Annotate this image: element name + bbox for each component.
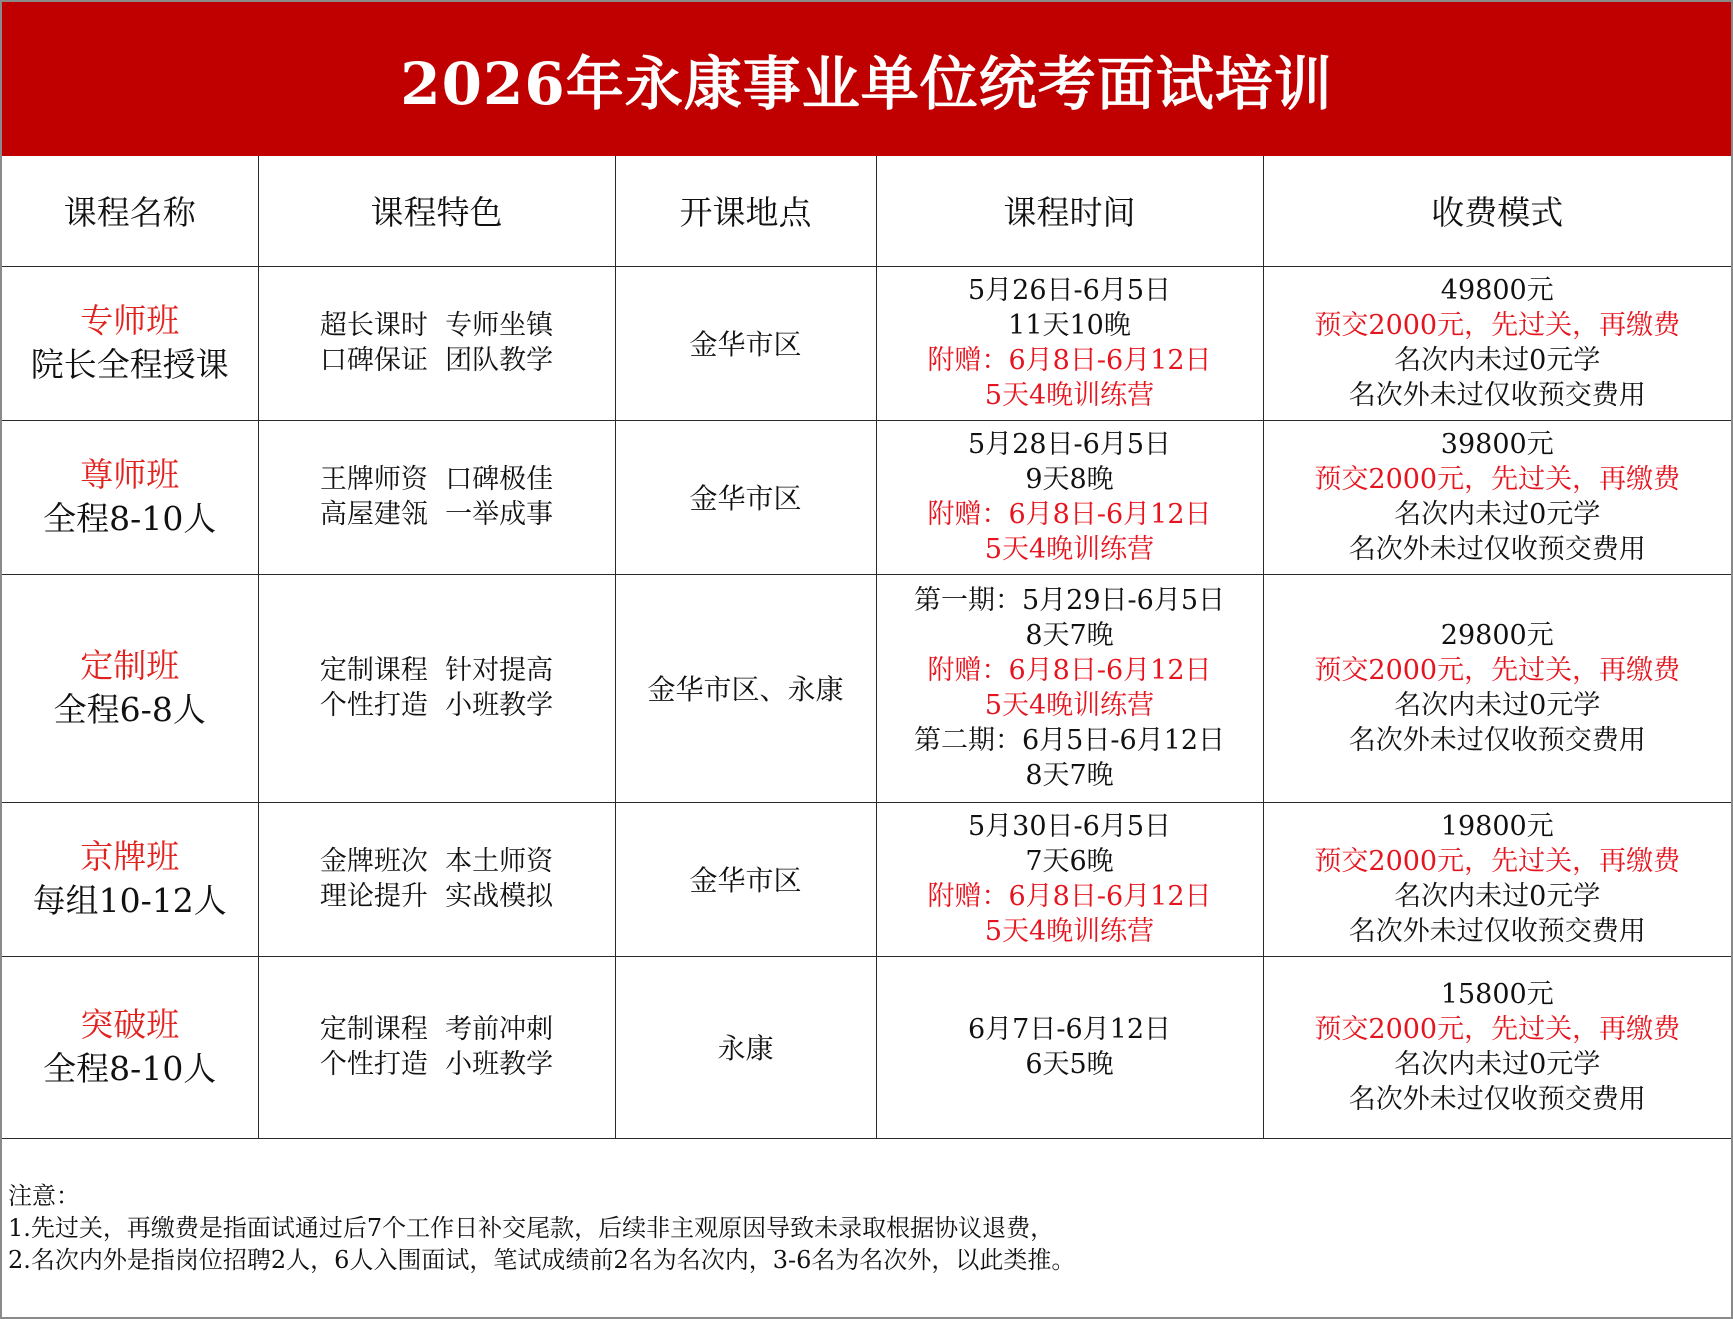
schedule-line: 6天5晚 [1025,1049,1114,1080]
feature-line: 理论提升 实战模拟 [319,881,554,912]
deposit-terms: 预交2000元，先过关，再缴费 [1314,1014,1681,1045]
price: 49800元 [1440,275,1554,306]
table-row [2,802,1731,956]
course-name: 定制班 [80,646,180,685]
table-row [2,574,1731,802]
header-fee-mode: 收费模式 [1263,156,1731,266]
schedule-cell [876,802,1263,956]
notes-section [8,1180,1728,1276]
features-cell [258,802,615,956]
location-cell: 金华市区、永康 [615,574,876,802]
schedule-line: 9天8晚 [1025,464,1114,495]
location-cell: 永康 [615,956,876,1138]
feature-line: 定制课程 考前冲刺 [319,1014,554,1045]
note-item-2: 2.名次内外是指岗位招聘2人，6人入围面试，笔试成绩前2名为名次内，3-6名为名次外，以此类推。 [8,1246,1076,1274]
price: 39800元 [1440,429,1554,460]
notes-heading: 注意： [8,1182,80,1210]
feature-line: 王牌师资 口碑极佳 [319,464,554,495]
features-cell [258,420,615,574]
schedule-line: 第二期：6月5日-6月12日 [913,725,1225,756]
schedule-cell [876,266,1263,420]
feature-line: 定制课程 针对提高 [319,655,554,686]
schedule-line: 5天4晚训练营 [984,916,1155,947]
schedule-line: 5月26日-6月5日 [967,275,1171,306]
schedule-line: 8天7晚 [1025,620,1114,651]
schedule-line: 11天10晚 [1008,310,1131,341]
policy-out-rank: 名次外未过仅收预交费用 [1348,380,1646,411]
features-cell [258,956,615,1138]
feature-line: 个性打造 小班教学 [319,690,554,721]
schedule-cell [876,956,1263,1138]
header-location: 开课地点 [615,156,876,266]
course-name: 尊师班 [80,455,180,494]
fee-cell [1263,574,1731,802]
course-table [2,156,1731,1139]
header-course-name: 课程名称 [2,156,258,266]
policy-in-rank: 名次内未过0元学 [1394,881,1601,912]
location-cell: 金华市区 [615,802,876,956]
table-row [2,956,1731,1138]
course-subtitle: 全程6-8人 [53,690,206,729]
feature-line: 超长课时 专师坐镇 [319,310,554,341]
schedule-line: 5天4晚训练营 [984,380,1155,411]
location-cell: 金华市区 [615,420,876,574]
policy-out-rank: 名次外未过仅收预交费用 [1348,534,1646,565]
course-subtitle: 全程8-10人 [43,499,217,538]
page-title: 2026年永康事业单位统考面试培训 [2,2,1731,156]
schedule-line: 8天7晚 [1025,760,1114,791]
course-subtitle: 每组10-12人 [32,881,227,920]
features-cell [258,266,615,420]
fee-cell [1263,802,1731,956]
price: 29800元 [1440,620,1554,651]
course-name-cell [2,266,258,420]
header-schedule: 课程时间 [876,156,1263,266]
course-name-cell [2,420,258,574]
schedule-line: 5月28日-6月5日 [967,429,1171,460]
schedule-line: 附赠：6月8日-6月12日 [927,499,1212,530]
feature-line: 高屋建瓴 一举成事 [319,499,554,530]
course-name-cell [2,802,258,956]
feature-line: 金牌班次 本土师资 [319,846,554,877]
course-subtitle: 全程8-10人 [43,1049,217,1088]
course-name-cell [2,956,258,1138]
fee-cell [1263,420,1731,574]
course-name: 专师班 [80,301,180,340]
note-item-1: 1.先过关，再缴费是指面试通过后7个工作日补交尾款，后续非主观原因导致未录取根据协议退费， [8,1214,1055,1242]
course-subtitle: 院长全程授课 [30,345,229,384]
schedule-line: 附赠：6月8日-6月12日 [927,655,1212,686]
schedule-line: 5月30日-6月5日 [967,811,1171,842]
price: 15800元 [1440,979,1554,1010]
schedule-cell [876,420,1263,574]
schedule-line: 5天4晚训练营 [984,690,1155,721]
schedule-line: 6月7日-6月12日 [967,1014,1171,1045]
deposit-terms: 预交2000元，先过关，再缴费 [1314,464,1681,495]
schedule-line: 5天4晚训练营 [984,534,1155,565]
deposit-terms: 预交2000元，先过关，再缴费 [1314,846,1681,877]
deposit-terms: 预交2000元，先过关，再缴费 [1314,655,1681,686]
table-row [2,266,1731,420]
course-name: 突破班 [80,1005,180,1044]
fee-cell [1263,266,1731,420]
schedule-line: 附赠：6月8日-6月12日 [927,881,1212,912]
policy-in-rank: 名次内未过0元学 [1394,499,1601,530]
policy-in-rank: 名次内未过0元学 [1394,690,1601,721]
schedule-cell [876,574,1263,802]
policy-out-rank: 名次外未过仅收预交费用 [1348,725,1646,756]
schedule-line: 7天6晚 [1025,846,1114,877]
course-name-cell [2,574,258,802]
schedule-line: 第一期：5月29日-6月5日 [913,585,1225,616]
fee-cell [1263,956,1731,1138]
feature-line: 口碑保证 团队教学 [319,345,554,376]
table-row [2,420,1731,574]
deposit-terms: 预交2000元，先过关，再缴费 [1314,310,1681,341]
feature-line: 个性打造 小班教学 [319,1049,554,1080]
policy-out-rank: 名次外未过仅收预交费用 [1348,916,1646,947]
header-features: 课程特色 [258,156,615,266]
header-row [2,156,1731,266]
policy-in-rank: 名次内未过0元学 [1394,1049,1601,1080]
features-cell [258,574,615,802]
schedule-line: 附赠：6月8日-6月12日 [927,345,1212,376]
price: 19800元 [1440,811,1554,842]
policy-out-rank: 名次外未过仅收预交费用 [1348,1084,1646,1115]
course-name: 京牌班 [80,837,180,876]
policy-in-rank: 名次内未过0元学 [1394,345,1601,376]
location-cell: 金华市区 [615,266,876,420]
